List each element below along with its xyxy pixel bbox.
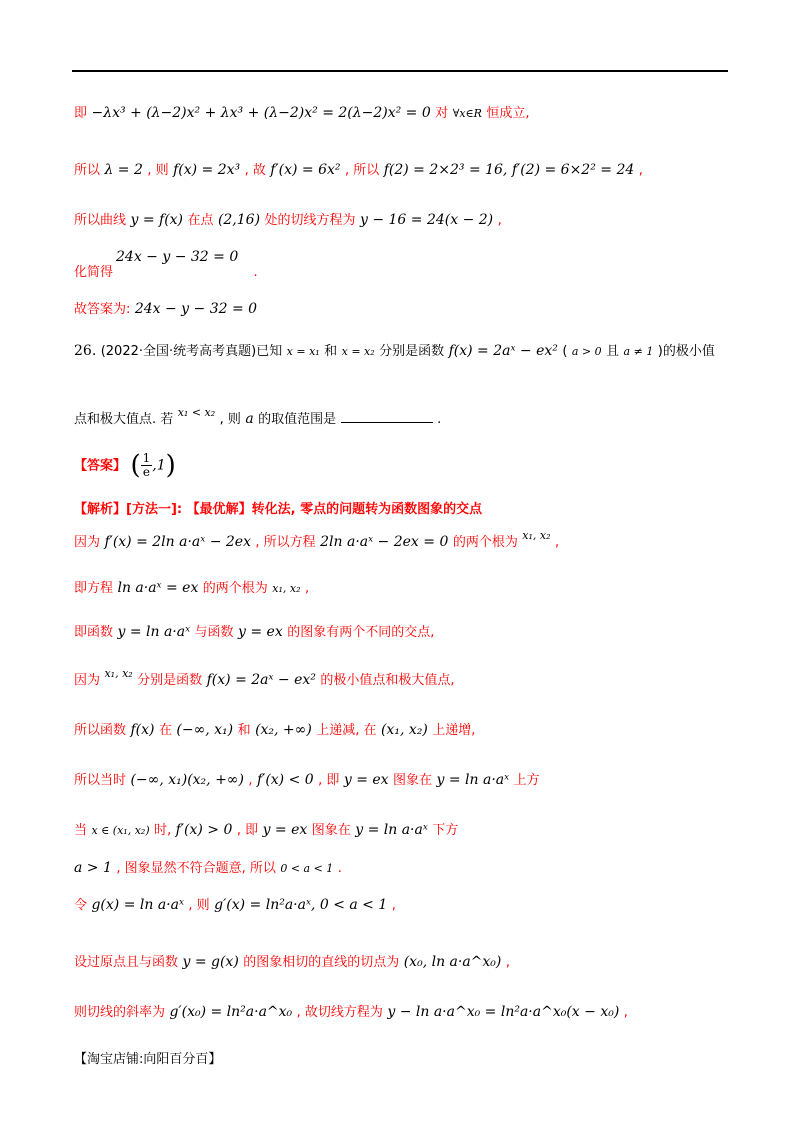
text: 所以当时	[74, 773, 127, 788]
text: , 则	[188, 898, 210, 913]
fraction	[141, 452, 153, 479]
text: .	[253, 265, 258, 280]
text: ,	[391, 898, 396, 913]
text: 的取值范围是	[258, 412, 337, 427]
formula: 0 < a < 1	[280, 862, 334, 875]
text: 上递减, 在	[316, 723, 377, 738]
text: , 所以方程	[255, 535, 316, 550]
text: 因为	[74, 535, 101, 550]
formula: g′(x₀) = ln²a·a^x₀	[169, 1004, 293, 1020]
formula: x = x₂	[341, 345, 375, 358]
line-answer-text	[74, 299, 257, 320]
text: )的极小值	[657, 344, 715, 359]
formula: x₁, x₂	[104, 667, 133, 680]
text: 设过原点且与函数	[74, 955, 179, 970]
text: 恒成立,	[486, 106, 530, 121]
formula: ln a·aˣ = ex	[117, 580, 199, 596]
text: , 所以	[344, 163, 380, 178]
text: 即方程	[74, 581, 114, 596]
formula: ∀x∈R	[452, 107, 482, 120]
text: 图象在	[393, 773, 433, 788]
text: 当	[74, 823, 88, 838]
formula: f(2) = 2×2³ = 16, f′(2) = 6×2² = 24	[383, 162, 635, 178]
answer-blank	[341, 408, 433, 423]
text: ,	[304, 581, 310, 596]
formula: x₁, x₂	[522, 529, 551, 542]
text: .	[437, 412, 442, 427]
solution-line-6	[74, 770, 540, 791]
text: 的极小值点和极大值点,	[320, 673, 455, 688]
formula: g(x) = ln a·aˣ	[91, 897, 184, 913]
numerator: 1	[142, 451, 151, 465]
line-identity	[74, 103, 530, 124]
text: 化简得	[74, 265, 114, 280]
formula: y = g(x)	[182, 954, 239, 970]
formula: a > 1	[74, 860, 112, 876]
text: ,	[248, 773, 253, 788]
formula: 24x − y − 32 = 0	[134, 301, 258, 317]
text: 即函数	[74, 625, 114, 640]
text: 所以曲线	[74, 213, 127, 228]
formula: 2ln a·aˣ − 2ex = 0	[320, 534, 449, 550]
formula: y = ex	[238, 624, 283, 640]
question-26-line1	[74, 341, 715, 362]
formula: y − 16 = 24(x − 2)	[359, 212, 494, 228]
text: , 则	[219, 412, 241, 427]
formula: f′(x) > 0	[175, 822, 233, 838]
formula: ,1	[152, 457, 166, 474]
text: , 图象显然不符合题意, 所以	[116, 861, 276, 876]
text: 上递增,	[432, 723, 476, 738]
text: ,	[497, 213, 502, 228]
text: , 即	[236, 823, 259, 838]
formula: f′(x) = 6x²	[270, 162, 341, 178]
solution-line-10	[74, 952, 510, 973]
paren-close: )	[165, 450, 176, 481]
text: (	[562, 344, 568, 359]
denominator: e	[142, 465, 150, 479]
header-rule	[72, 70, 728, 72]
text: , 则	[147, 163, 169, 178]
formula: −λx³ + (λ−2)x² + λx³ + (λ−2)x² = 2(λ−2)x² = 0	[91, 105, 431, 121]
answer-label: 【答案】	[74, 458, 127, 474]
formula: f(x) = 2aˣ − ex²	[448, 343, 558, 359]
formula: x = x₁	[286, 345, 320, 358]
formula: y = ex	[343, 772, 389, 788]
formula: a > 0	[571, 345, 602, 358]
formula: f(x)	[130, 722, 155, 738]
question-26-line2	[74, 408, 441, 430]
text: , 故	[244, 163, 266, 178]
formula: a ≠ 1	[623, 345, 654, 358]
formula: f′(x) < 0	[256, 772, 314, 788]
line-tangent	[74, 210, 502, 231]
formula: (−∞, x₁)(x₂, +∞)	[130, 772, 244, 788]
solution-line-9	[74, 895, 396, 916]
answer-line	[74, 452, 176, 479]
text: 和	[324, 344, 338, 359]
text: , 即	[318, 773, 340, 788]
solution-line-7	[74, 820, 458, 841]
text: 时,	[154, 823, 172, 838]
text: , 故切线方程为	[296, 1005, 383, 1020]
formula: (2,16)	[217, 212, 261, 228]
formula: x₁, x₂	[272, 582, 301, 595]
formula: f′(x) = 2ln a·aˣ − 2ex	[104, 534, 251, 550]
formula: (x₂, +∞)	[255, 722, 312, 738]
text: 在点	[187, 213, 214, 228]
text: 的图象相切的直线的切点为	[243, 955, 400, 970]
text: .	[337, 861, 342, 876]
solution-line-4	[74, 667, 455, 691]
text: ,	[638, 163, 643, 178]
footer-shop-label: 【淘宝店铺:向阳百分百】	[74, 1052, 222, 1067]
text: 图象在	[311, 823, 351, 838]
text: 且	[606, 344, 620, 359]
text: 因为	[74, 673, 101, 688]
text: 则切线的斜率为	[74, 1005, 166, 1020]
text: 所以	[74, 163, 101, 178]
text: 对	[435, 106, 449, 121]
solution-line-2	[74, 578, 309, 599]
text: ,	[554, 535, 560, 550]
formula: y = f(x)	[130, 212, 184, 228]
text: ,	[623, 1005, 628, 1020]
text: 令	[74, 898, 88, 913]
text: 所以函数	[74, 723, 127, 738]
formula: (x₁, x₂)	[380, 722, 428, 738]
solution-line-5	[74, 720, 475, 741]
text: 和	[237, 723, 251, 738]
text: 即	[74, 106, 88, 121]
text: 下方	[432, 823, 459, 838]
formula: g′(x) = ln²a·aˣ, 0 < a < 1	[214, 897, 388, 913]
formula: y = ex	[262, 822, 308, 838]
text: ,	[505, 955, 510, 970]
solution-line-1	[74, 529, 560, 553]
text: 故答案为:	[74, 302, 131, 317]
text: 的两个根为	[452, 535, 518, 550]
solution-line-11	[74, 1002, 628, 1023]
text: 【解析】[方法一]: 【最优解】转化法, 零点的问题转为函数图象的交点	[74, 502, 483, 517]
formula: (−∞, x₁)	[176, 722, 234, 738]
formula: y = ln a·aˣ	[355, 822, 428, 838]
formula: 24x − y − 32 = 0	[116, 249, 239, 265]
formula: x₁ < x₂	[177, 406, 216, 419]
solution-heading	[74, 499, 482, 520]
formula: a	[245, 411, 254, 427]
line-simplified	[74, 262, 258, 283]
formula: x ∈ (x₁, x₂)	[91, 824, 150, 837]
text: 点和极大值点. 若	[74, 412, 174, 427]
line-derivative	[74, 160, 643, 181]
text: 上方	[513, 773, 540, 788]
text: 在	[158, 723, 172, 738]
text: 分别是函数	[137, 673, 203, 688]
solution-line-3	[74, 622, 434, 643]
text: (2022·全国·统考高考真题)已知	[100, 344, 283, 359]
paren-open: (	[130, 450, 141, 481]
text: 与函数	[194, 625, 234, 640]
formula: f(x) = 2aˣ − ex²	[206, 672, 316, 688]
formula: (x₀, ln a·a^x₀)	[403, 954, 502, 970]
text: 分别是函数	[379, 344, 445, 359]
formula: y = ln a·aˣ	[436, 772, 510, 788]
text: 处的切线方程为	[264, 213, 356, 228]
text: 的两个根为	[202, 581, 268, 596]
solution-line-8	[74, 858, 342, 879]
formula: y = ln a·aˣ	[117, 624, 191, 640]
text: 的图象有两个不同的交点,	[287, 625, 435, 640]
formula: y − ln a·a^x₀ = ln²a·a^x₀(x − x₀)	[387, 1004, 620, 1020]
question-number: 26.	[74, 343, 97, 359]
formula: λ = 2	[104, 162, 143, 178]
formula: f(x) = 2x³	[173, 162, 241, 178]
